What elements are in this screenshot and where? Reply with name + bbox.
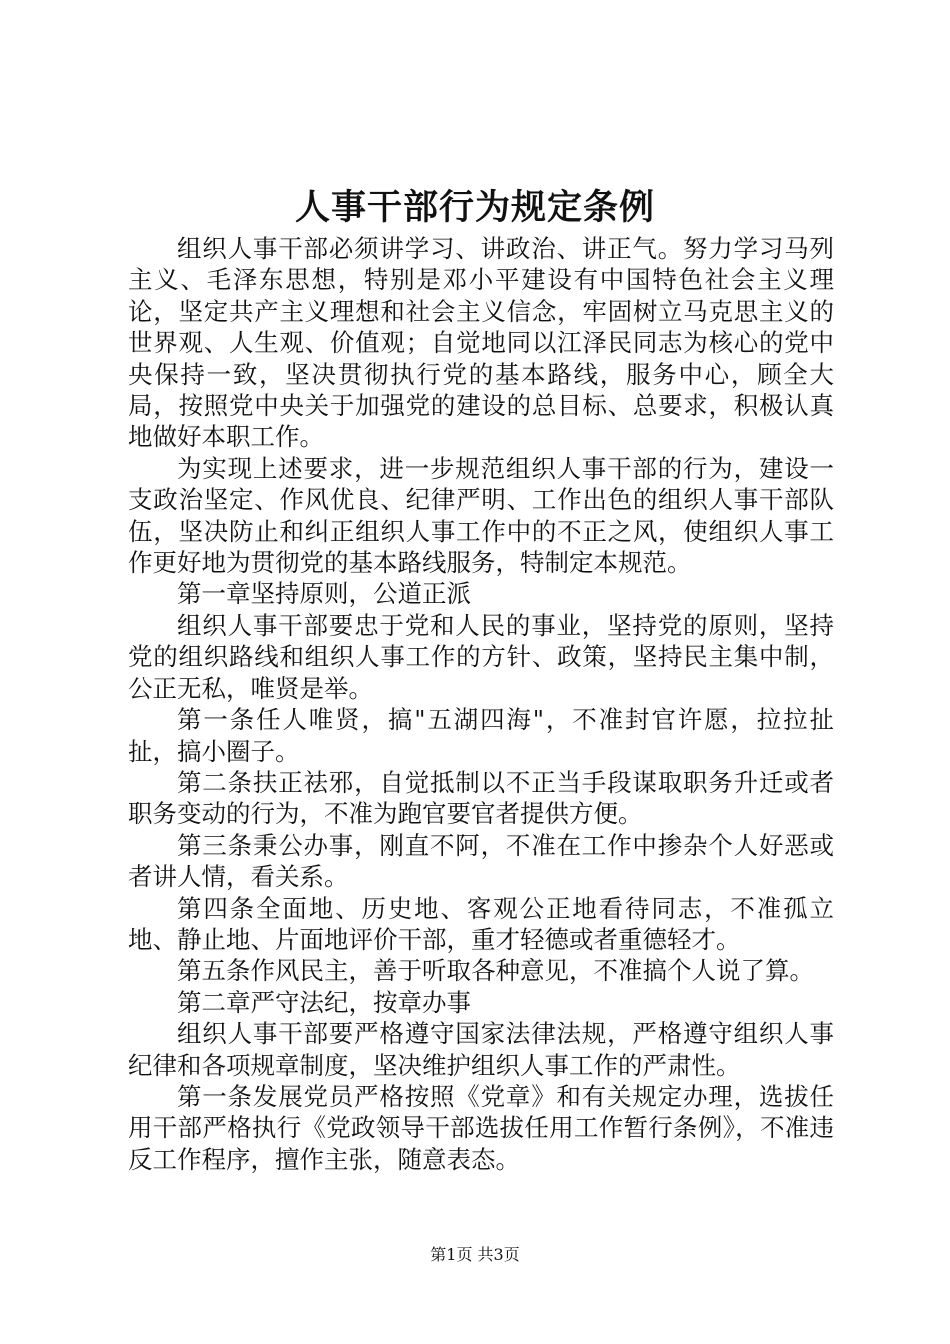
chapter-2-intro: 组织人事干部要严格遵守国家法律法规，严格遵守组织人事纪律和各项规章制度，坚决维护组织人事工作的严肃性。	[128, 1019, 834, 1080]
chapter-1-heading: 第一章坚持原则，公道正派	[177, 579, 471, 609]
chapter-1-article-3: 第三条秉公办事，刚直不阿，不准在工作中掺杂个人好恶或者讲人情，看关系。	[128, 830, 834, 892]
chapter-1-intro: 组织人事干部要忠于党和人民的事业，坚持党的原则，坚持党的组织路线和组织人事工作的方针、政策，坚持民主集中制，公正无私，唯贤是举。	[128, 610, 834, 703]
chapter-1-article-2: 第二条扶正祛邪，自觉抵制以不正当手段谋取职务升迁或者职务变动的行为，不准为跑官要官者提供方便。	[128, 767, 834, 829]
chapter-2-heading: 第二章严守法纪，按章办事	[177, 987, 471, 1017]
paragraph-purpose: 为实现上述要求，进一步规范组织人事干部的行为，建设一支政治坚定、作风优良、纪律严明、工作出色的组织人事干部队伍，坚决防止和纠正组织人事工作中的不正之风，使组织人事工作更好地为贯彻党的基本路线服务，特制定本规范。	[128, 453, 834, 578]
document-title: 人事干部行为规定条例	[294, 187, 655, 228]
chapter-1-article-4: 第四条全面地、历史地、客观公正地看待同志，不准孤立地、静止地、片面地评价干部，重才轻德或者重德轻才。	[128, 893, 834, 954]
paragraph-intro: 组织人事干部必须讲学习、讲政治、讲正气。努力学习马列主义、毛泽东思想，特别是邓小平建设有中国特色社会主义理论，坚定共产主义理想和社会主义信念，牢固树立马克思主义的世界观、人生观、价值观；自觉地同以江泽民同志为核心的党中央保持一致，坚决贯彻执行党的基本路线，服务中心，顾全大局，按照党中央关于加强党的建设的总目标、总要求，积极认真地做好本职工作。	[128, 234, 834, 452]
chapter-2-article-1: 第一条发展党员严格按照《党章》和有关规定办理，选拔任用干部严格执行《党政领导干部选拔任用工作暂行条例》，不准违反工作程序，擅作主张，随意表态。	[128, 1081, 834, 1174]
chapter-1-article-1: 第一条任人唯贤，搞"五湖四海"，不准封官许愿，拉拉扯扯，搞小圈子。	[128, 705, 834, 766]
page-footer: 第1页 共3页	[430, 1245, 520, 1264]
chapter-1-article-5: 第五条作风民主，善于听取各种意见，不准搞个人说了算。	[177, 956, 814, 986]
document-body	[128, 233, 834, 1175]
